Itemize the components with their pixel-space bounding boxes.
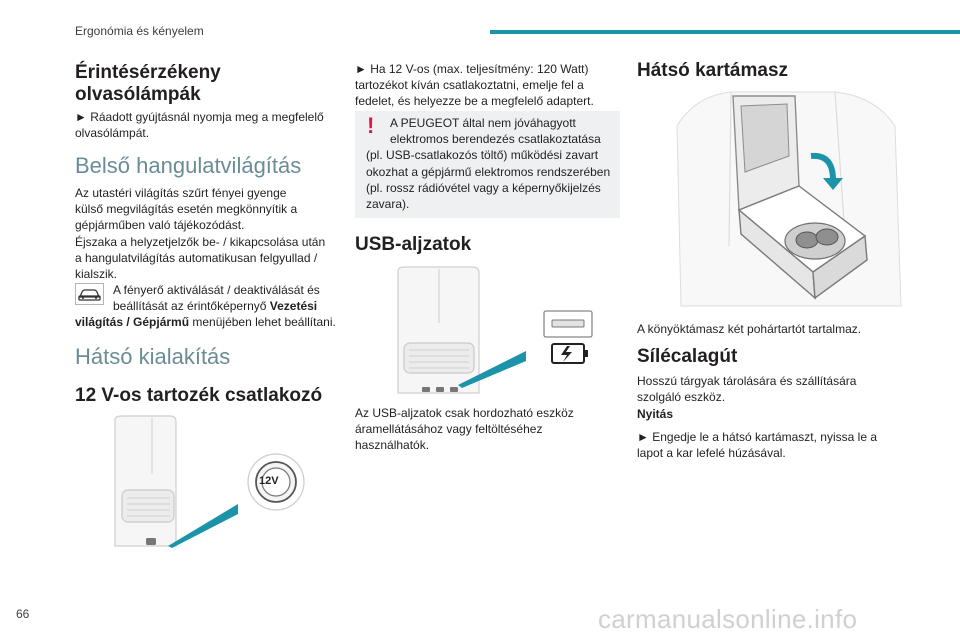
usb-text-line: áramellátásához vagy feltöltéséhez xyxy=(355,422,543,436)
car-lighting-icon xyxy=(75,283,104,305)
usb-illustration xyxy=(392,265,600,400)
touch-lamps-title-line1: Érintésérzékeny xyxy=(75,62,221,83)
ambient-line: gépjárműben való tájékozódást. xyxy=(75,218,245,232)
warning-mark-icon: ! xyxy=(367,113,375,138)
warning-line: A PEUGEOT által nem jóváhagyott xyxy=(390,116,576,130)
page-number: 66 xyxy=(16,607,30,621)
ambient-icon-line1: A fényerő aktiválását / deaktiválását és xyxy=(113,283,320,297)
socket-text-line: ► Ha 12 V-os (max. teljesítmény: 120 Watt) xyxy=(355,62,589,76)
opening-line: lapot a kar lefelé húzásával. xyxy=(637,446,786,460)
ski-line: szolgáló eszköz. xyxy=(637,390,726,404)
ski-title: Sílécalagút xyxy=(637,346,738,367)
armrest-caption: A könyöktámasz két pohártartót tartalmaz. xyxy=(637,322,862,336)
watermark: carmanualsonline.info xyxy=(598,604,858,634)
warning-line: (pl. USB-csatlakozós töltő) működési zavart xyxy=(366,148,599,162)
warning-line: elektromos berendezés csatlakoztatása xyxy=(390,132,601,146)
ambient-line: kialszik. xyxy=(75,267,118,281)
touch-lamps-text-line2: olvasólámpát. xyxy=(75,126,150,140)
socket-text-line: tartozékot kíván csatlakoztatni, emelje fel a xyxy=(355,78,584,92)
usb-text-line: Az USB-aljzatok csak hordozható eszköz xyxy=(355,406,574,420)
ambient-icon-line3: világítás / Gépjármű menüjében lehet beállítani. xyxy=(75,315,336,329)
socket-title: 12 V-os tartozék csatlakozó xyxy=(75,385,323,406)
ambient-title: Belső hangulatvilágítás xyxy=(75,153,302,178)
usb-title: USB-aljzatok xyxy=(355,234,472,255)
armrest-illustration xyxy=(675,86,905,316)
ambient-line: Az utastéri világítás szűrt fényei gyenge xyxy=(75,186,287,200)
armrest-title: Hátsó kartámasz xyxy=(637,60,789,81)
warning-line: (pl. rossz rádióvétel vagy a képernyőkijelzés xyxy=(366,181,601,195)
socket-illustration xyxy=(110,414,310,554)
rear-title: Hátsó kialakítás xyxy=(75,344,231,369)
socket-12v-label: 12V xyxy=(259,475,279,487)
opening-line: ► Engedje le a hátsó kartámaszt, nyissa le a xyxy=(637,430,877,444)
usb-text-line: használhatók. xyxy=(355,438,430,452)
ambient-line: a hangulatvilágítás automatikusan felgyullad / xyxy=(75,251,318,265)
touch-lamps-text-line1: ► Ráadott gyújtásnál nyomja meg a megfelelő xyxy=(75,110,324,124)
ski-line: Hosszú tárgyak tárolására és szállítására xyxy=(637,374,857,388)
header-accent-bar xyxy=(490,30,960,34)
ambient-line: Éjszaka a helyzetjelzők be- / kikapcsolása után xyxy=(75,235,326,249)
warning-line: zavara). xyxy=(366,197,410,211)
warning-line: okozhat a gépjármű elektromos rendszerében xyxy=(366,165,611,179)
opening-title: Nyitás xyxy=(637,407,674,421)
section-header: Ergonómia és kényelem xyxy=(75,24,204,38)
socket-text-line: fedelet, és helyezze be a megfelelő adaptert. xyxy=(355,94,594,108)
ambient-line: külső megvilágítás esetén megkönnyítik a xyxy=(75,202,298,216)
ambient-icon-line2: beállítását az érintőképernyő Vezetési xyxy=(113,299,318,313)
touch-lamps-title-line2: olvasólámpák xyxy=(75,84,201,105)
